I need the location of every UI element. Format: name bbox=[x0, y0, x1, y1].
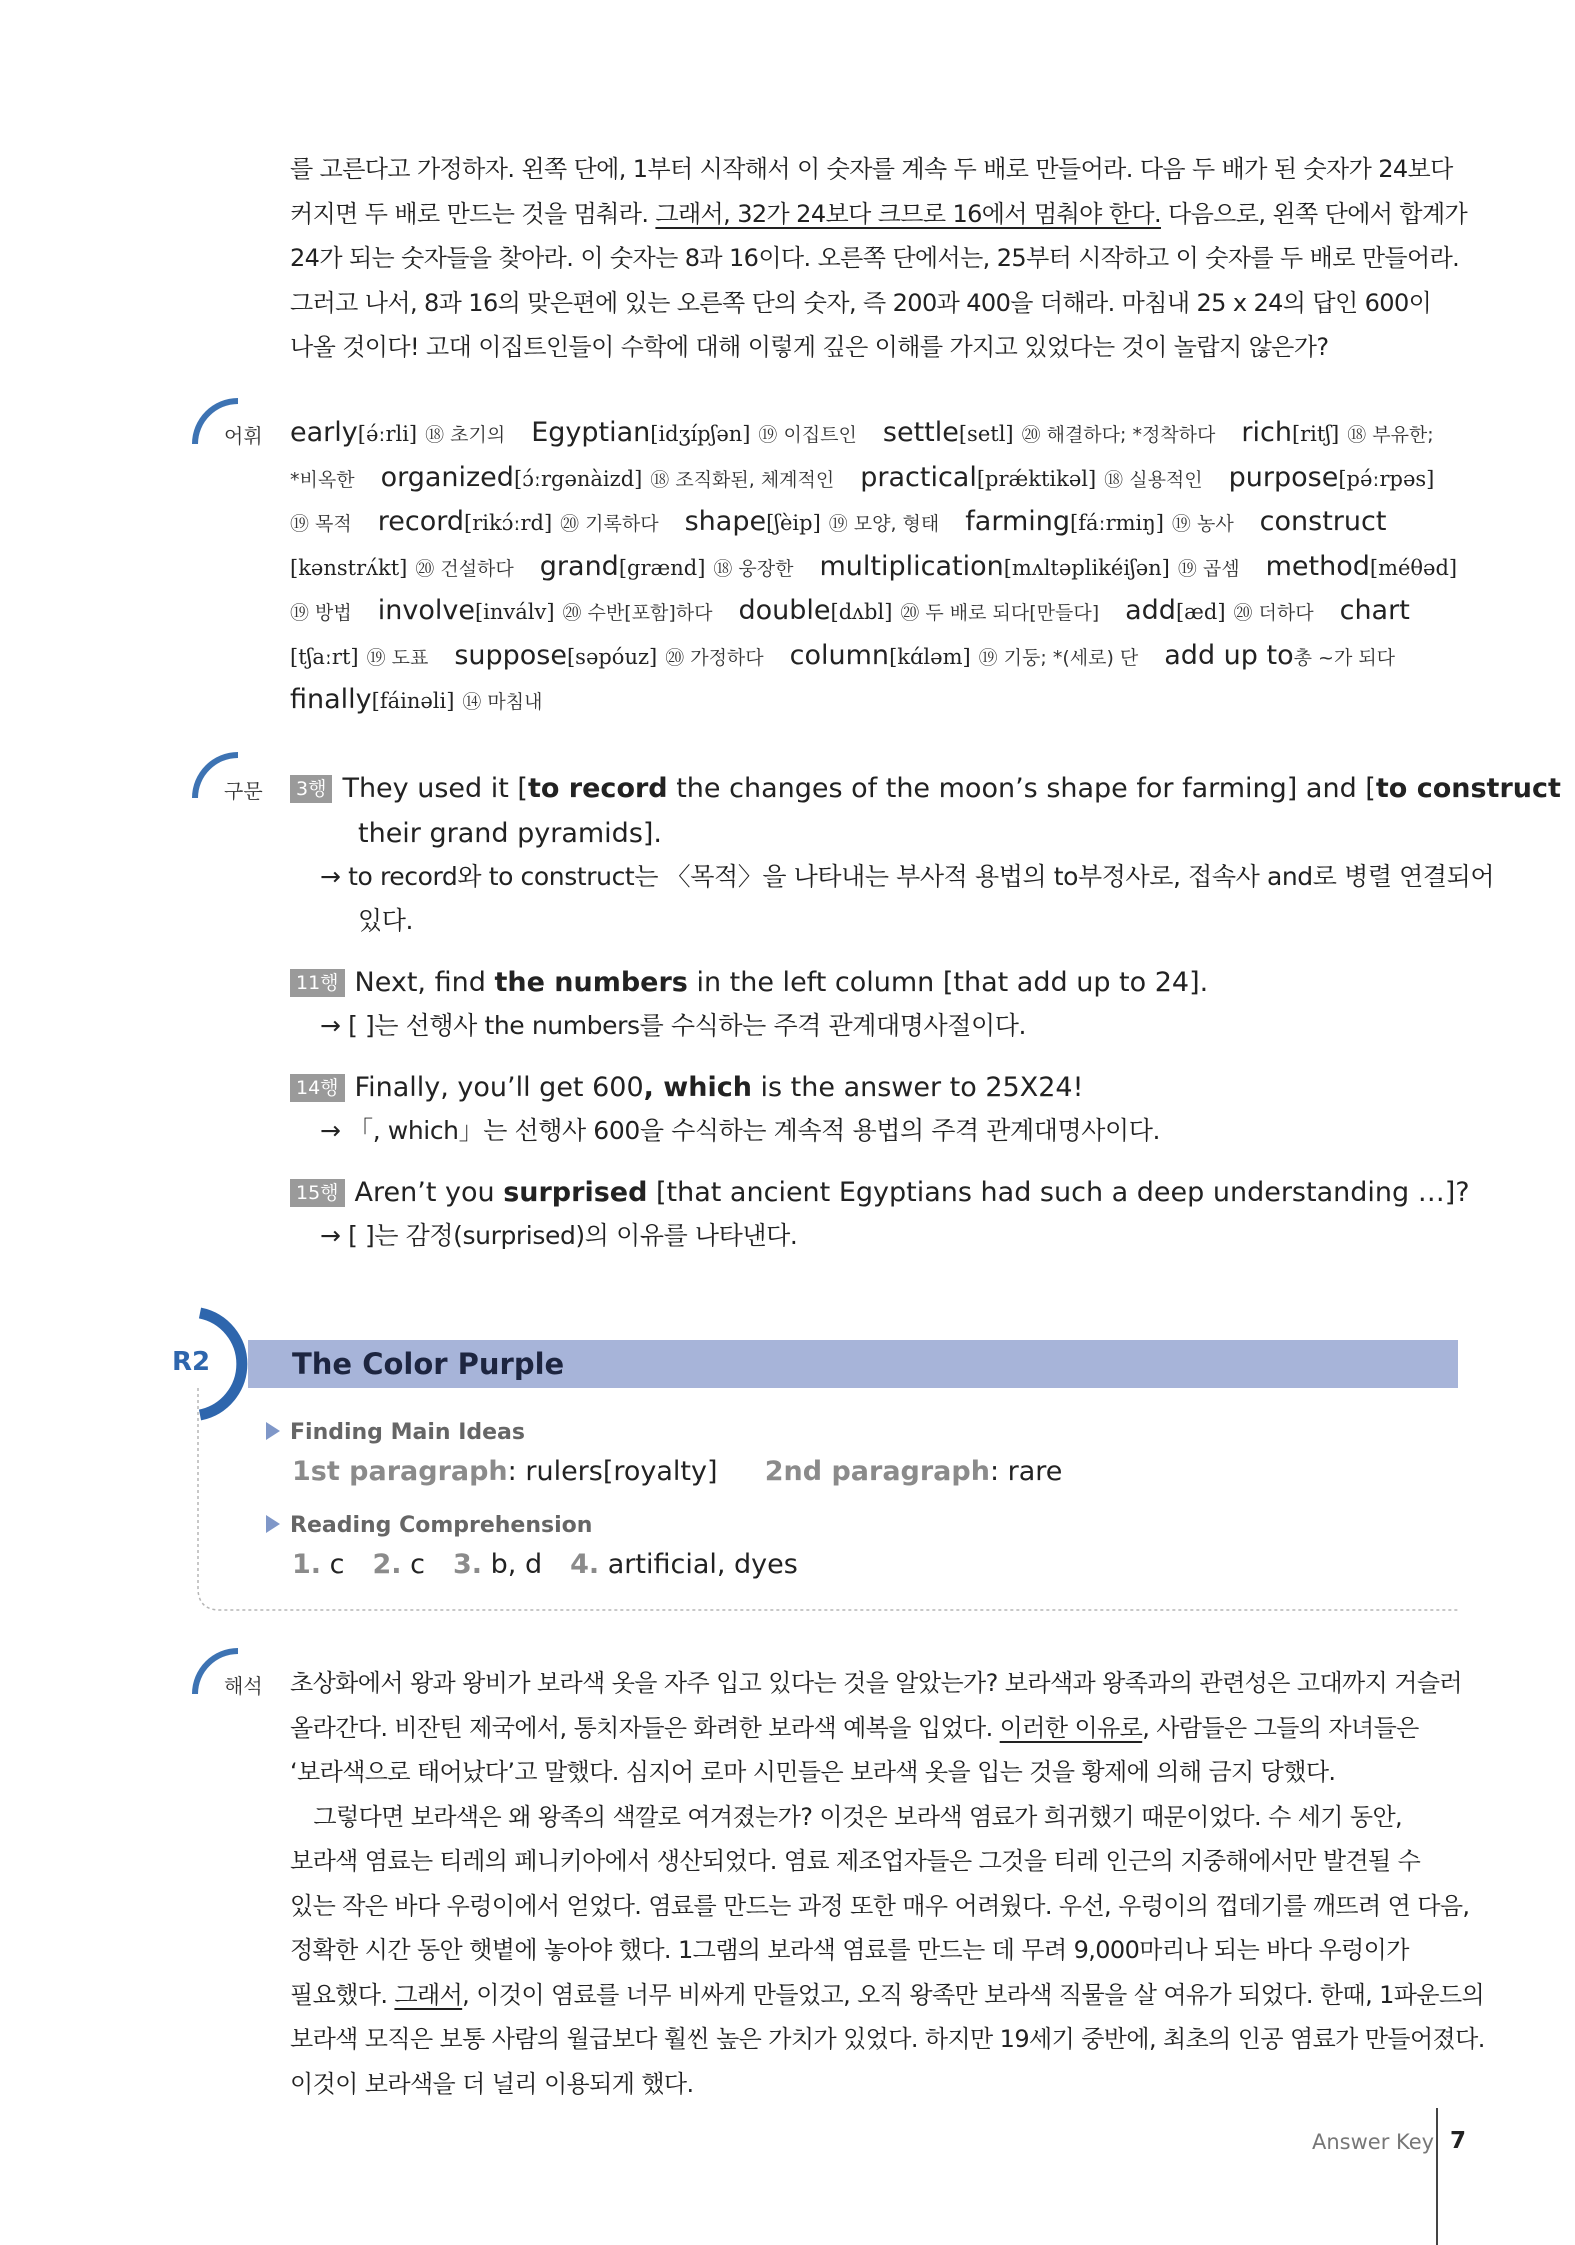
text-line: ‘보라색으로 태어났다’고 말했다. 심지어 로마 시민들은 보라색 옷을 입는 것을 황제에 의해 금지 당했다. bbox=[290, 1758, 1336, 1786]
text-line: 나올 것이다! 고대 이집트인들이 수학에 대해 이렇게 깊은 이해를 가지고 있었다는 것이 놀랍지 않은가? bbox=[290, 333, 1329, 361]
vocab-phonetic: [ritʃ] bbox=[1291, 422, 1340, 446]
vocab-phonetic: [prǽktikəl] bbox=[976, 466, 1097, 491]
vocab-phonetic: [pə́ːrpəs] bbox=[1338, 466, 1435, 491]
text-line: 보라색 염료는 티레의 페니키아에서 생산되었다. 염료 제조업자들은 그것을 티레 인근의 지중해에서만 발견될 수 bbox=[290, 1847, 1421, 1875]
text-span: Finally, you’ll get 600 bbox=[354, 1072, 644, 1103]
vocab-phonetic: [rikɔ́ːrd] bbox=[464, 511, 553, 535]
vocab-meaning: ⑲ 도표 bbox=[366, 646, 429, 669]
vocab-phonetic: [tʃaːrt] bbox=[290, 644, 359, 669]
bold-phrase: to record bbox=[527, 773, 668, 804]
text-line: 그렇다면 보라색은 왜 왕족의 색깔로 여겨졌는가? 이것은 보라색 염료가 희귀했기 때문이었다. 수 세기 동안, bbox=[290, 1802, 1403, 1831]
bold-phrase: the numbers bbox=[494, 967, 688, 998]
answer-value: c bbox=[329, 1549, 345, 1580]
text-span: Aren’t you bbox=[354, 1177, 504, 1208]
vocab-meaning: ⑳ 해결하다; *정착하다 bbox=[1021, 424, 1216, 446]
answer-item bbox=[453, 1549, 542, 1580]
vocab-word: double bbox=[738, 595, 831, 626]
vocab-word: method bbox=[1265, 550, 1370, 582]
section-title: The Color Purple bbox=[292, 1347, 565, 1381]
text-span: [that ancient Egyptians had such a deep understanding …]? bbox=[647, 1177, 1470, 1208]
text-line: 그러고 나서, 8과 16의 맞은편에 있는 오른쪽 단의 숫자, 즉 200과 400을 더해라. 마침내 25 x 24의 답인 600이 bbox=[290, 288, 1432, 317]
vocab-phonetic: [setl] bbox=[958, 422, 1014, 446]
syntax-label: 구문 bbox=[224, 779, 263, 803]
text-line: 24가 되는 숫자들을 찾아라. 이 숫자는 8과 16이다. 오른쪽 단에서는, 25부터 시작하고 이 숫자를 두 배로 만들어라. bbox=[290, 244, 1460, 272]
bold-phrase: surprised bbox=[503, 1177, 648, 1208]
line-number-badge: 15행 bbox=[290, 1179, 345, 1207]
vocab-phonetic: [dʌbl] bbox=[830, 600, 893, 624]
paragraph-answers bbox=[292, 1456, 1062, 1487]
answer-number: 2. bbox=[372, 1549, 402, 1580]
vocab-word: rich bbox=[1241, 417, 1292, 448]
vocab-phonetic: [kɑ́ləm] bbox=[889, 644, 971, 669]
vocab-word: involve bbox=[377, 595, 475, 626]
vocab-phonetic: [méθəd] bbox=[1369, 555, 1458, 580]
syntax-sentence bbox=[290, 1072, 1083, 1104]
vocab-meaning: ⑳ 건설하다 bbox=[415, 557, 514, 580]
answer-number: 3. bbox=[453, 1549, 483, 1580]
vocab-phonetic: [grænd] bbox=[618, 555, 706, 580]
text-span: Next, find bbox=[354, 967, 495, 998]
vocab-meaning: ⑱ 실용적인 bbox=[1104, 468, 1203, 491]
vocab-meaning: ⑳ 가정하다 bbox=[665, 646, 764, 669]
bold-phrase: , which bbox=[643, 1072, 752, 1103]
vocab-meaning: ⑱ 초기의 bbox=[425, 424, 506, 446]
text-line bbox=[290, 199, 1468, 229]
vocab-word: Egyptian bbox=[531, 417, 651, 448]
vocab-label: 어휘 bbox=[224, 424, 263, 448]
vocab-phonetic: [ə́ːrli] bbox=[357, 422, 418, 446]
answer-item bbox=[373, 1549, 426, 1580]
answer-number: 4. bbox=[570, 1549, 600, 1580]
vocab-word: record bbox=[377, 506, 464, 537]
syntax-note: 있다. bbox=[358, 906, 414, 935]
vocab-meaning: ⑱ 부유한; bbox=[1347, 424, 1434, 446]
bold-phrase: to construct bbox=[1375, 773, 1561, 804]
comprehension-answers bbox=[292, 1549, 826, 1580]
vocab-word: farming bbox=[965, 506, 1071, 537]
text-span: 필요했다. bbox=[290, 1980, 395, 2009]
vocab-meaning: ⑲ 이집트인 bbox=[758, 424, 857, 446]
vocab-word: early bbox=[290, 417, 358, 448]
vocab-line bbox=[290, 552, 1457, 584]
underlined-phrase: 그래서, 32가 24보다 크므로 16에서 멈춰야 한다. bbox=[655, 199, 1161, 228]
vocab-word: practical bbox=[860, 461, 977, 493]
answer-value: c bbox=[410, 1549, 425, 1580]
syntax-note: → [ ]는 감정(surprised)의 이유를 나타낸다. bbox=[320, 1221, 798, 1250]
vocab-phonetic: [kənstrʌ́kt] bbox=[290, 555, 408, 580]
finding-main-ideas-heading: Finding Main Ideas bbox=[266, 1420, 525, 1445]
p2-label: 2nd paragraph bbox=[764, 1456, 990, 1487]
vocab-meaning: ⑱ 웅장한 bbox=[713, 557, 794, 580]
vocab-meaning: *비옥한 bbox=[290, 468, 355, 491]
syntax-sentence-cont: their grand pyramids]. bbox=[358, 818, 663, 849]
text-line: 있는 작은 바다 우렁이에서 얻었다. 염료를 만드는 과정 또한 매우 어려웠다. 우선, 우렁이의 껍데기를 깨뜨려 연 다음, bbox=[290, 1891, 1470, 1920]
vocab-word: purpose bbox=[1228, 461, 1339, 493]
text-span: They used it [ bbox=[342, 773, 528, 804]
vocab-meaning: ⑲ 농사 bbox=[1171, 513, 1234, 535]
vocab-word: chart bbox=[1339, 595, 1410, 626]
vocab-line bbox=[290, 641, 1395, 673]
section-code: R2 bbox=[172, 1347, 211, 1377]
vocab-line bbox=[290, 507, 1386, 539]
syntax-sentence bbox=[290, 773, 1561, 805]
answer-value: artificial, dyes bbox=[607, 1549, 798, 1580]
translation-label: 해석 bbox=[224, 1674, 263, 1698]
answer-item bbox=[292, 1549, 345, 1580]
p2-value: : rare bbox=[989, 1456, 1063, 1487]
vocab-phonetic: [ɔ́ːrgənàizd] bbox=[513, 466, 643, 491]
line-number-badge: 3행 bbox=[290, 775, 332, 803]
vocab-meaning: ⑳ 수반[포함]하다 bbox=[562, 602, 713, 624]
footer-label: Answer Key bbox=[1312, 2130, 1435, 2154]
text-line: 보라색 모직은 보통 사람의 월급보다 훨씬 높은 가치가 있었다. 하지만 19세기 중반에, 최초의 인공 염료가 만들어졌다. bbox=[290, 2025, 1485, 2053]
underlined-phrase: 그래서 bbox=[394, 1980, 463, 2009]
syntax-note: → to record와 to construct는 〈목적〉을 나타내는 부사적 용법의 to부정사로, 접속사 and로 병렬 연결되어 bbox=[320, 862, 1495, 891]
vocab-line bbox=[290, 418, 1434, 450]
page-number: 7 bbox=[1450, 2128, 1467, 2154]
text-span: the changes of the moon’s shape for farming] and [ bbox=[667, 773, 1376, 804]
vocab-line bbox=[290, 463, 1434, 495]
answer-item bbox=[570, 1549, 798, 1580]
text-line: 정확한 시간 동안 햇볕에 놓아야 했다. 1그램의 보라색 염료를 만드는 데 무려 9,000마리나 되는 바다 우렁이가 bbox=[290, 1936, 1409, 1964]
p1-value: : rulers[royalty] bbox=[507, 1456, 718, 1487]
text-span: 커지면 두 배로 만드는 것을 멈춰라. bbox=[290, 199, 656, 228]
vocab-meaning: ⑲ 모양, 형태 bbox=[828, 513, 940, 535]
text-span: in the left column [that add up to 24]. bbox=[687, 967, 1209, 998]
vocab-meaning: ⑳ 두 배로 되다[만들다] bbox=[900, 602, 1100, 624]
vocab-phonetic: [ʃèip] bbox=[766, 511, 821, 535]
underlined-phrase: 이러한 이유로 bbox=[999, 1713, 1143, 1742]
reading-comprehension-heading: Reading Comprehension bbox=[266, 1513, 592, 1538]
vocab-word: shape bbox=[684, 506, 767, 537]
vocab-word: finally bbox=[290, 684, 372, 715]
text-line bbox=[290, 1980, 1485, 2010]
vocab-word: organized bbox=[380, 461, 514, 493]
syntax-note: → [ ]는 선행사 the numbers를 수식하는 주격 관계대명사절이다. bbox=[320, 1011, 1027, 1040]
vocab-phonetic: [inválv] bbox=[474, 600, 555, 624]
vocab-word: add bbox=[1125, 595, 1176, 626]
text-line: 이것이 보라색을 더 널리 이용되게 했다. bbox=[290, 2069, 694, 2098]
text-span: 다음으로, 왼쪽 단에서 합계가 bbox=[1160, 199, 1468, 228]
text-line: 를 고른다고 가정하자. 왼쪽 단에, 1부터 시작해서 이 숫자를 계속 두 배로 만들어라. 다음 두 배가 된 숫자가 24보다 bbox=[290, 155, 1453, 183]
vocab-phonetic: [fáːrmiŋ] bbox=[1070, 511, 1164, 535]
vocab-meaning: ⑲ 기둥; *(세로) 단 bbox=[978, 646, 1139, 669]
text-span: , 이것이 염료를 너무 비싸게 만들었고, 오직 왕족만 보라색 직물을 살 여유가 되었다. 한때, 1파운드의 bbox=[462, 1980, 1485, 2009]
p1-label: 1st paragraph bbox=[292, 1456, 508, 1487]
syntax-sentence bbox=[290, 1177, 1470, 1209]
vocab-line bbox=[290, 596, 1410, 628]
triangle-bullet-icon bbox=[266, 1515, 280, 1533]
vocab-word: settle bbox=[882, 417, 959, 448]
vocab-word: add up to bbox=[1164, 639, 1294, 671]
vocab-word: column bbox=[789, 639, 890, 671]
text-line: 초상화에서 왕과 왕비가 보라색 옷을 자주 입고 있다는 것을 알았는가? 보라색과 왕족과의 관련성은 고대까지 거슬러 bbox=[290, 1669, 1462, 1697]
vocab-line bbox=[290, 685, 543, 717]
line-number-badge: 11행 bbox=[290, 969, 345, 997]
answer-value: b, d bbox=[490, 1549, 543, 1580]
vocab-phonetic: [idʒípʃən] bbox=[650, 422, 751, 446]
syntax-sentence bbox=[290, 967, 1208, 999]
vocab-phonetic: [mʌltəplikéiʃən] bbox=[1003, 555, 1170, 580]
text-span: , 사람들은 그들의 자녀들은 bbox=[1142, 1713, 1419, 1742]
vocab-word: grand bbox=[539, 550, 619, 582]
vocab-meaning: ⑳ 기록하다 bbox=[560, 513, 659, 535]
vocab-phonetic: [səpóuz] bbox=[566, 644, 658, 669]
answer-number: 1. bbox=[292, 1549, 322, 1580]
vocab-word: construct bbox=[1259, 506, 1387, 537]
text-line bbox=[290, 1713, 1458, 1743]
vocab-phonetic: [fáinəli] bbox=[371, 689, 455, 713]
vocab-meaning: ⑭ 마침내 bbox=[462, 691, 543, 713]
vocab-meaning: ⑱ 조직화된, 체계적인 bbox=[650, 468, 835, 491]
vocab-meaning: ⑲ 곱셈 bbox=[1177, 557, 1240, 580]
vocab-word: suppose bbox=[454, 639, 567, 671]
syntax-note: → 「, which」는 선행사 600을 수식하는 계속적 용법의 주격 관계대명사이다. bbox=[320, 1116, 1161, 1145]
vocab-meaning: ⑳ 더하다 bbox=[1233, 602, 1314, 624]
vocab-meaning: ⑲ 목적 bbox=[290, 513, 352, 535]
triangle-bullet-icon bbox=[266, 1422, 280, 1440]
line-number-badge: 14행 bbox=[290, 1074, 345, 1102]
vocab-meaning: 총 ~가 되다 bbox=[1293, 646, 1396, 669]
footer-divider bbox=[1436, 2108, 1438, 2245]
vocab-word: multiplication bbox=[819, 550, 1004, 582]
vocab-meaning: ⑲ 방법 bbox=[290, 602, 352, 624]
vocab-phonetic: [æd] bbox=[1175, 600, 1226, 624]
text-span: 올라간다. 비잔틴 제국에서, 통치자들은 화려한 보라색 예복을 입었다. bbox=[290, 1713, 1000, 1742]
text-span: is the answer to 25X24! bbox=[751, 1072, 1084, 1103]
